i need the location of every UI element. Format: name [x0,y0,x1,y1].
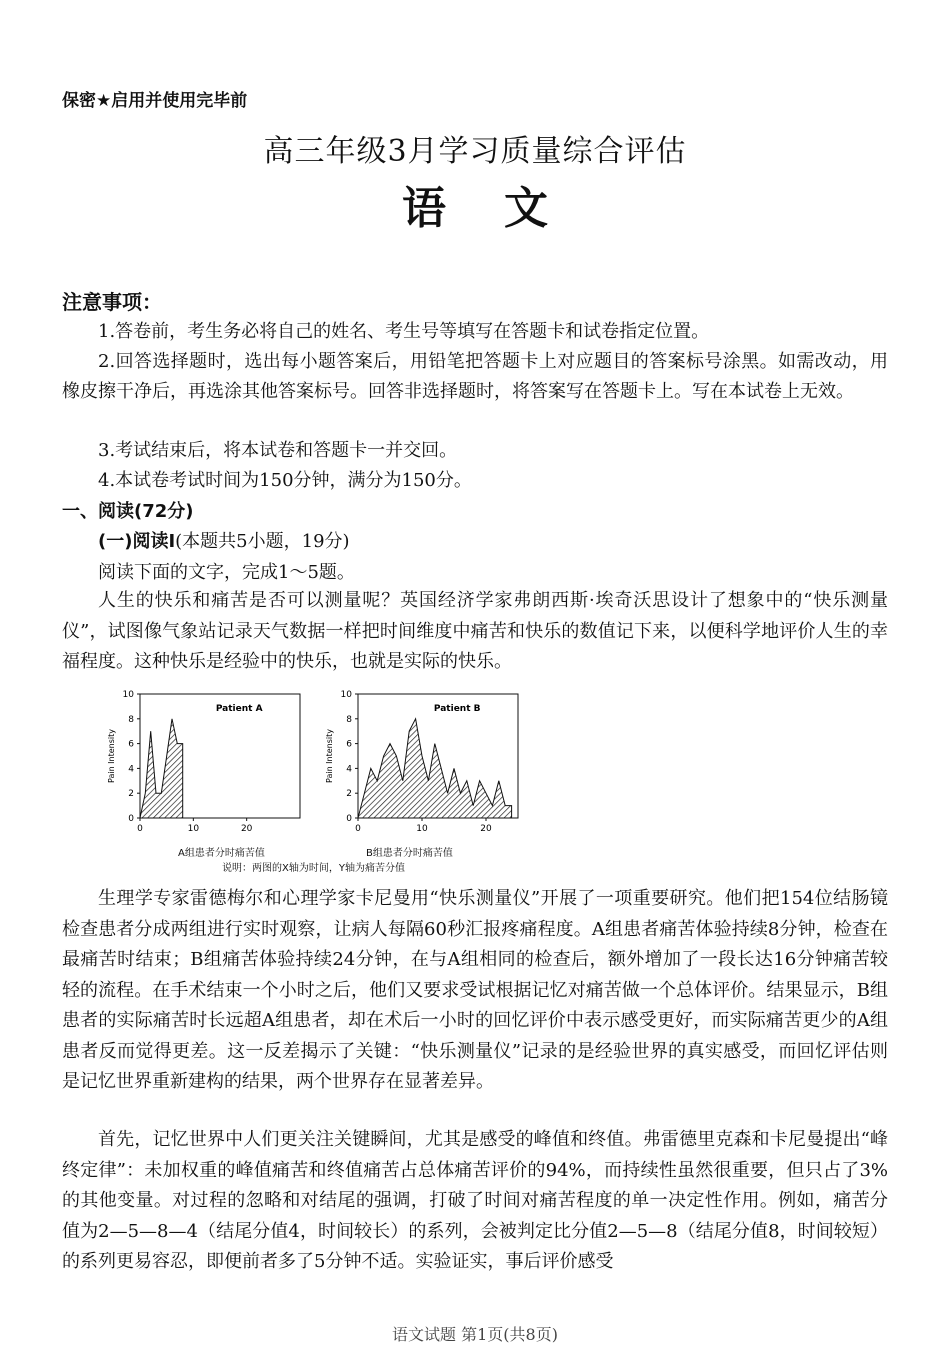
exam-title: 高三年级3月学习质量综合评估 [263,134,687,169]
chart-a-xtick-label: 10 [187,824,200,834]
chart-b-xtick-label: 20 [480,824,492,834]
chart-a-title: Patient A [215,704,263,714]
chart-b-ytick-label: 6 [346,739,352,750]
chart-b-xtick-label: 10 [416,824,428,834]
chart-a-ytick-label: 2 [128,789,134,800]
passage-paragraph-2: 生理学专家雷德梅尔和心理学家卡尼曼用“快乐测量仪”开展了一项重要研究。他们把154位结肠镜检查患者分成两组进行实时观察，让病人每隔60秒汇报疼痛程度。A组患者痛苦体验持续8分钟，检查在最痛苦时结束；B组痛苦体验持续24分钟，在与A组相同的检查后，额外增加了一段长达16分钟痛苦较轻的流程。在手术结束一个小时之后，他们又要求受试根据记忆对痛苦做一个总体评价。结果显示，B组患者的实际痛苦时长远超A组患者，却在术后一小时的回忆评价中表示感受更好，而实际痛苦更少的A组患者反而觉得更差。这一反差揭示了关键：“快乐测量仪”记录的是经验世界的真实感受，而回忆评估则是记忆世界重新建构的结果，两个世界存在显著差异。 [62,888,888,1092]
subject-title: 语文 [402,183,606,234]
section-title: 一、阅读(72分) [62,501,194,522]
note-item-2: 2.回答选择题时，选出每小题答案后，用铅笔把答题卡上对应题目的答案标号涂黑。如需改动，用橡皮擦干净后，再选涂其他答案标号。回答非选择题时，将答案写在答题卡上。写在本试卷上无效。 [62,351,888,402]
page-footer: 语文试题 第1页(共8页) [392,1325,558,1344]
note-item-3: 3.考试结束后，将本试卷和答题卡一并交回。 [98,440,458,461]
chart-b-xlabel: B组患者分时痛苦值 [366,848,453,859]
chart-b-xtick-label: 0 [355,824,361,834]
pain-charts-svg [100,684,530,884]
chart-b-ytick-label: 8 [346,714,352,725]
chart-a-ytick-label: 10 [122,690,134,700]
chart-b-ytick-label: 2 [346,789,352,800]
chart-a-ytick-label: 8 [128,714,134,725]
subsection-line [98,527,350,553]
chart-b-title: Patient B [433,704,481,714]
chart-b-ylabel: Pain Intensity [325,728,334,784]
pain-charts-figure [100,684,530,884]
notes-heading: 注意事项： [62,290,162,314]
chart-a-ytick-label: 6 [128,739,134,750]
subsection-detail: (本题共5小题，19分) [175,531,350,552]
chart-a-xtick-label: 20 [240,824,253,834]
chart-note: 说明：两图的X轴为时间，Y轴为痛苦分值 [222,863,405,874]
subsection-label: (一)阅读Ⅰ [98,531,176,552]
chart-a-ytick-label: 0 [128,814,134,824]
confidential-label: 保密★启用并使用完毕前 [62,91,248,111]
chart-a-xlabel: A组患者分时痛苦值 [178,848,265,859]
chart-b-ytick-label: 4 [346,764,352,775]
chart-a-area [140,719,183,818]
passage-paragraph-1: 人生的快乐和痛苦是否可以测量呢？英国经济学家弗朗西斯·埃奇沃思设计了想象中的“快乐测量仪”，试图像气象站记录天气数据一样把时间维度中痛苦和快乐的数值记下来，以便科学地评价人生的幸福程度。这种快乐是经验中的快乐，也就是实际的快乐。 [62,590,888,672]
chart-a-xtick-label: 0 [137,824,143,834]
reading-instruction: 阅读下面的文字，完成1～5题。 [98,562,355,583]
chart-a-ytick-label: 4 [128,764,134,775]
chart-b-ytick-label: 0 [346,814,352,824]
note-item-1: 1.答卷前，考生务必将自己的姓名、考生号等填写在答题卡和试卷指定位置。 [98,321,710,342]
chart-b-area [358,719,512,818]
chart-b-ytick-label: 10 [340,690,352,700]
chart-a-ylabel: Pain Intensity [107,728,116,784]
passage-paragraph-3: 首先，记忆世界中人们更关注关键瞬间，尤其是感受的峰值和终值。弗雷德里克森和卡尼曼提出“峰终定律”：未加权重的峰值痛苦和终值痛苦占总体痛苦评价的94%，而持续性虽然很重要，但只占了3%的其他变量。对过程的忽略和对结尾的强调，打破了时间对痛苦程度的单一决定性作用。例如，痛苦分值为2—5—8—4（结尾分值4，时间较长）的系列，会被判定比分值2—5—8（结尾分值8，时间较短）的系列更易容忍，即便前者多了5分钟不适。实验证实，事后评价感受 [62,1129,888,1272]
note-item-4: 4.本试卷考试时间为150分钟，满分为150分。 [98,470,472,491]
